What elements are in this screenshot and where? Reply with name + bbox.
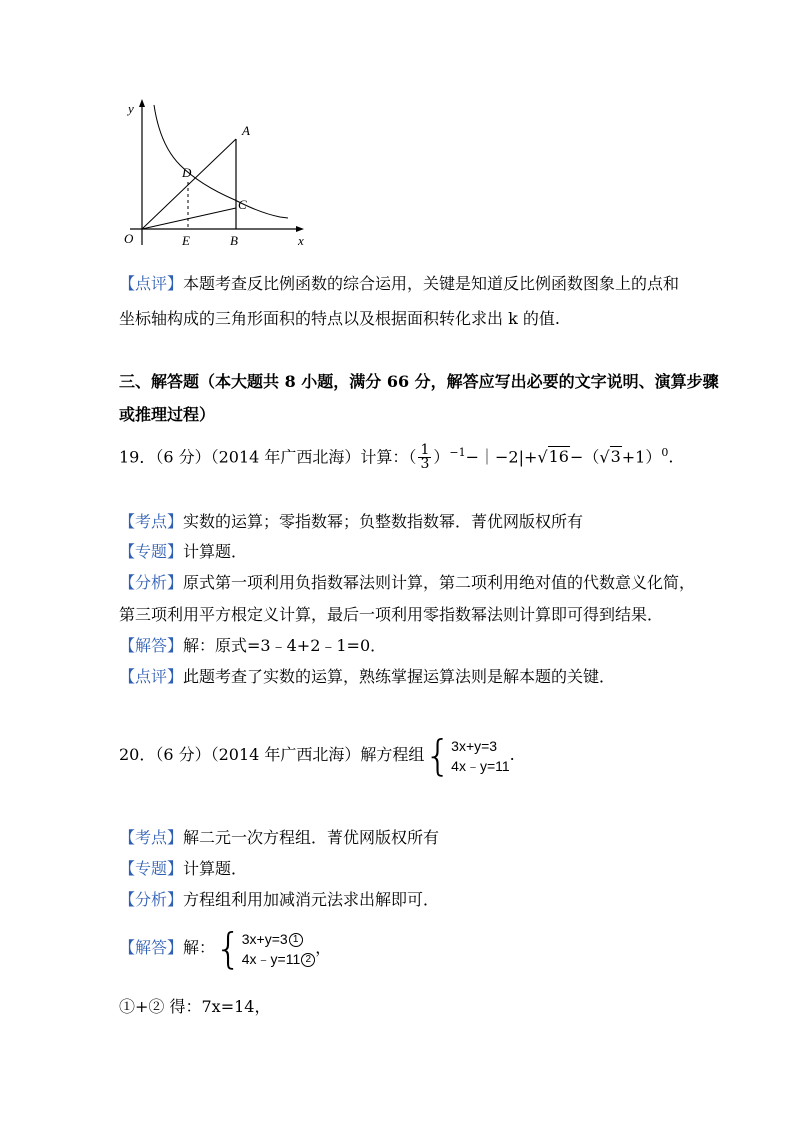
tag-label: 【点评】 [119, 667, 184, 686]
q19-prefix: 19．（6 分）（2014 年广西北海）计算：（ [119, 447, 417, 467]
label-e: E [182, 233, 190, 248]
q19-close: ） [433, 447, 450, 467]
tag-label: 【专题】 [119, 542, 184, 561]
q19-frac-den: 3 [420, 456, 430, 473]
q19-exp-neg1: −1 [449, 446, 466, 459]
q20-step: ①+② 得：7x=14， [119, 997, 271, 1016]
analysis-text: 此题考查了实数的运算，熟练掌握运算法则是解本题的关键． [183, 667, 616, 686]
tag-label: 【解答】 [119, 636, 184, 655]
solution-end: ， [315, 938, 332, 957]
brace-icon: { [424, 730, 452, 780]
hyperbola-curve [154, 105, 288, 218]
q20-system [451, 736, 510, 776]
label-o: O [124, 231, 134, 246]
q19-fraction [418, 444, 431, 471]
label-x: x [298, 233, 304, 248]
q19-sqrt3: 3 [610, 447, 621, 467]
q19-zhuanti [119, 540, 247, 564]
solution-eq1-line [242, 929, 316, 949]
q19-fenxi [119, 571, 695, 595]
tag-label: 【专题】 [119, 859, 184, 878]
label-y: y [128, 101, 134, 116]
q20-solution-system [242, 929, 316, 969]
function-graph-figure [120, 95, 320, 255]
q20-eq1: 3x+y=3 [451, 737, 498, 754]
q19-sqrt16: 16 [548, 447, 569, 467]
solution-eq2-line [242, 949, 316, 969]
analysis-text: 解二元一次方程组．菁优网版权所有 [183, 828, 440, 847]
q19-kaodian [119, 510, 583, 534]
q20-eq2: 4x﹣y=11 [451, 757, 510, 774]
q20-fenxi [119, 888, 439, 912]
solution-eq1: 3x+y=3 [241, 930, 288, 947]
y-axis-arrow [139, 99, 145, 107]
p18-comment-line1 [119, 272, 679, 296]
sqrt-icon: √ [537, 447, 548, 467]
circled-one-icon: 1 [289, 933, 303, 947]
sqrt-icon: √ [599, 447, 610, 467]
q19-mid: −｜−2|+ [465, 447, 538, 467]
q19-dianping [119, 665, 615, 689]
q19-exp-0: 0 [661, 446, 669, 459]
label-b: B [230, 233, 238, 248]
analysis-text: 计算题． [183, 859, 248, 878]
q19-jieda [119, 634, 386, 658]
analysis-text: 方程组利用加减消元法求出解即可． [183, 890, 440, 909]
tag-label: 【考点】 [119, 828, 184, 847]
solution-prefix: 解： [183, 938, 216, 957]
q19-frac-num: 1 [420, 442, 430, 459]
tag-label: 【分析】 [119, 573, 184, 592]
analysis-text: 第三项利用平方根定义计算，最后一项利用零指数幂法则计算即可得到结果． [119, 605, 664, 624]
solution-eq2: 4x﹣y=11 [241, 950, 301, 967]
tag-label: 【考点】 [119, 512, 184, 531]
q20-zhuanti [119, 857, 247, 881]
label-d: D [182, 165, 192, 180]
analysis-text: 计算题． [183, 542, 248, 561]
x-axis-arrow [296, 226, 304, 232]
tag-label: 【解答】 [119, 938, 184, 957]
label-a: A [242, 123, 250, 138]
section-heading-line1: 三、解答题（本大题共 8 小题，满分 66 分，解答应写出必要的文字说明、演算步骤 [119, 372, 719, 391]
q20-question [119, 730, 515, 780]
q20-jieda [119, 923, 332, 973]
analysis-text: 解：原式=3﹣4+2﹣1=0． [183, 636, 387, 655]
p18-comment-line2: 坐标轴构成的三角形面积的特点以及根据面积转化求出 k 的值. [119, 309, 560, 328]
comment-text: 本题考查反比例函数的综合运用，关键是知道反比例函数图象上的点和 [183, 274, 680, 293]
circled-two-icon: 2 [301, 953, 315, 967]
q19-fenxi-cont [119, 603, 663, 627]
line-oa [142, 139, 236, 229]
q20-end: . [509, 745, 515, 764]
q19-end: . [668, 447, 674, 467]
tag-label: 【分析】 [119, 890, 184, 909]
analysis-text: 实数的运算；零指数幂；负整数指数幂．菁优网版权所有 [183, 512, 584, 531]
comment-tag: 【点评】 [119, 274, 184, 293]
line-oc [142, 208, 236, 229]
analysis-text: 原式第一项利用负指数幂法则计算，第二项利用绝对值的代数意义化简， [183, 573, 696, 592]
q19-mid2: −（ [569, 447, 600, 467]
section-heading-line2: 或推理过程） [119, 405, 216, 424]
brace-icon: { [215, 923, 242, 973]
label-c: C [238, 197, 247, 212]
q20-kaodian [119, 826, 439, 850]
q19-mid3: +1） [621, 447, 662, 467]
q20-prefix: 20．（6 分）（2014 年广西北海）解方程组 [119, 745, 425, 764]
q19-question [119, 438, 674, 473]
